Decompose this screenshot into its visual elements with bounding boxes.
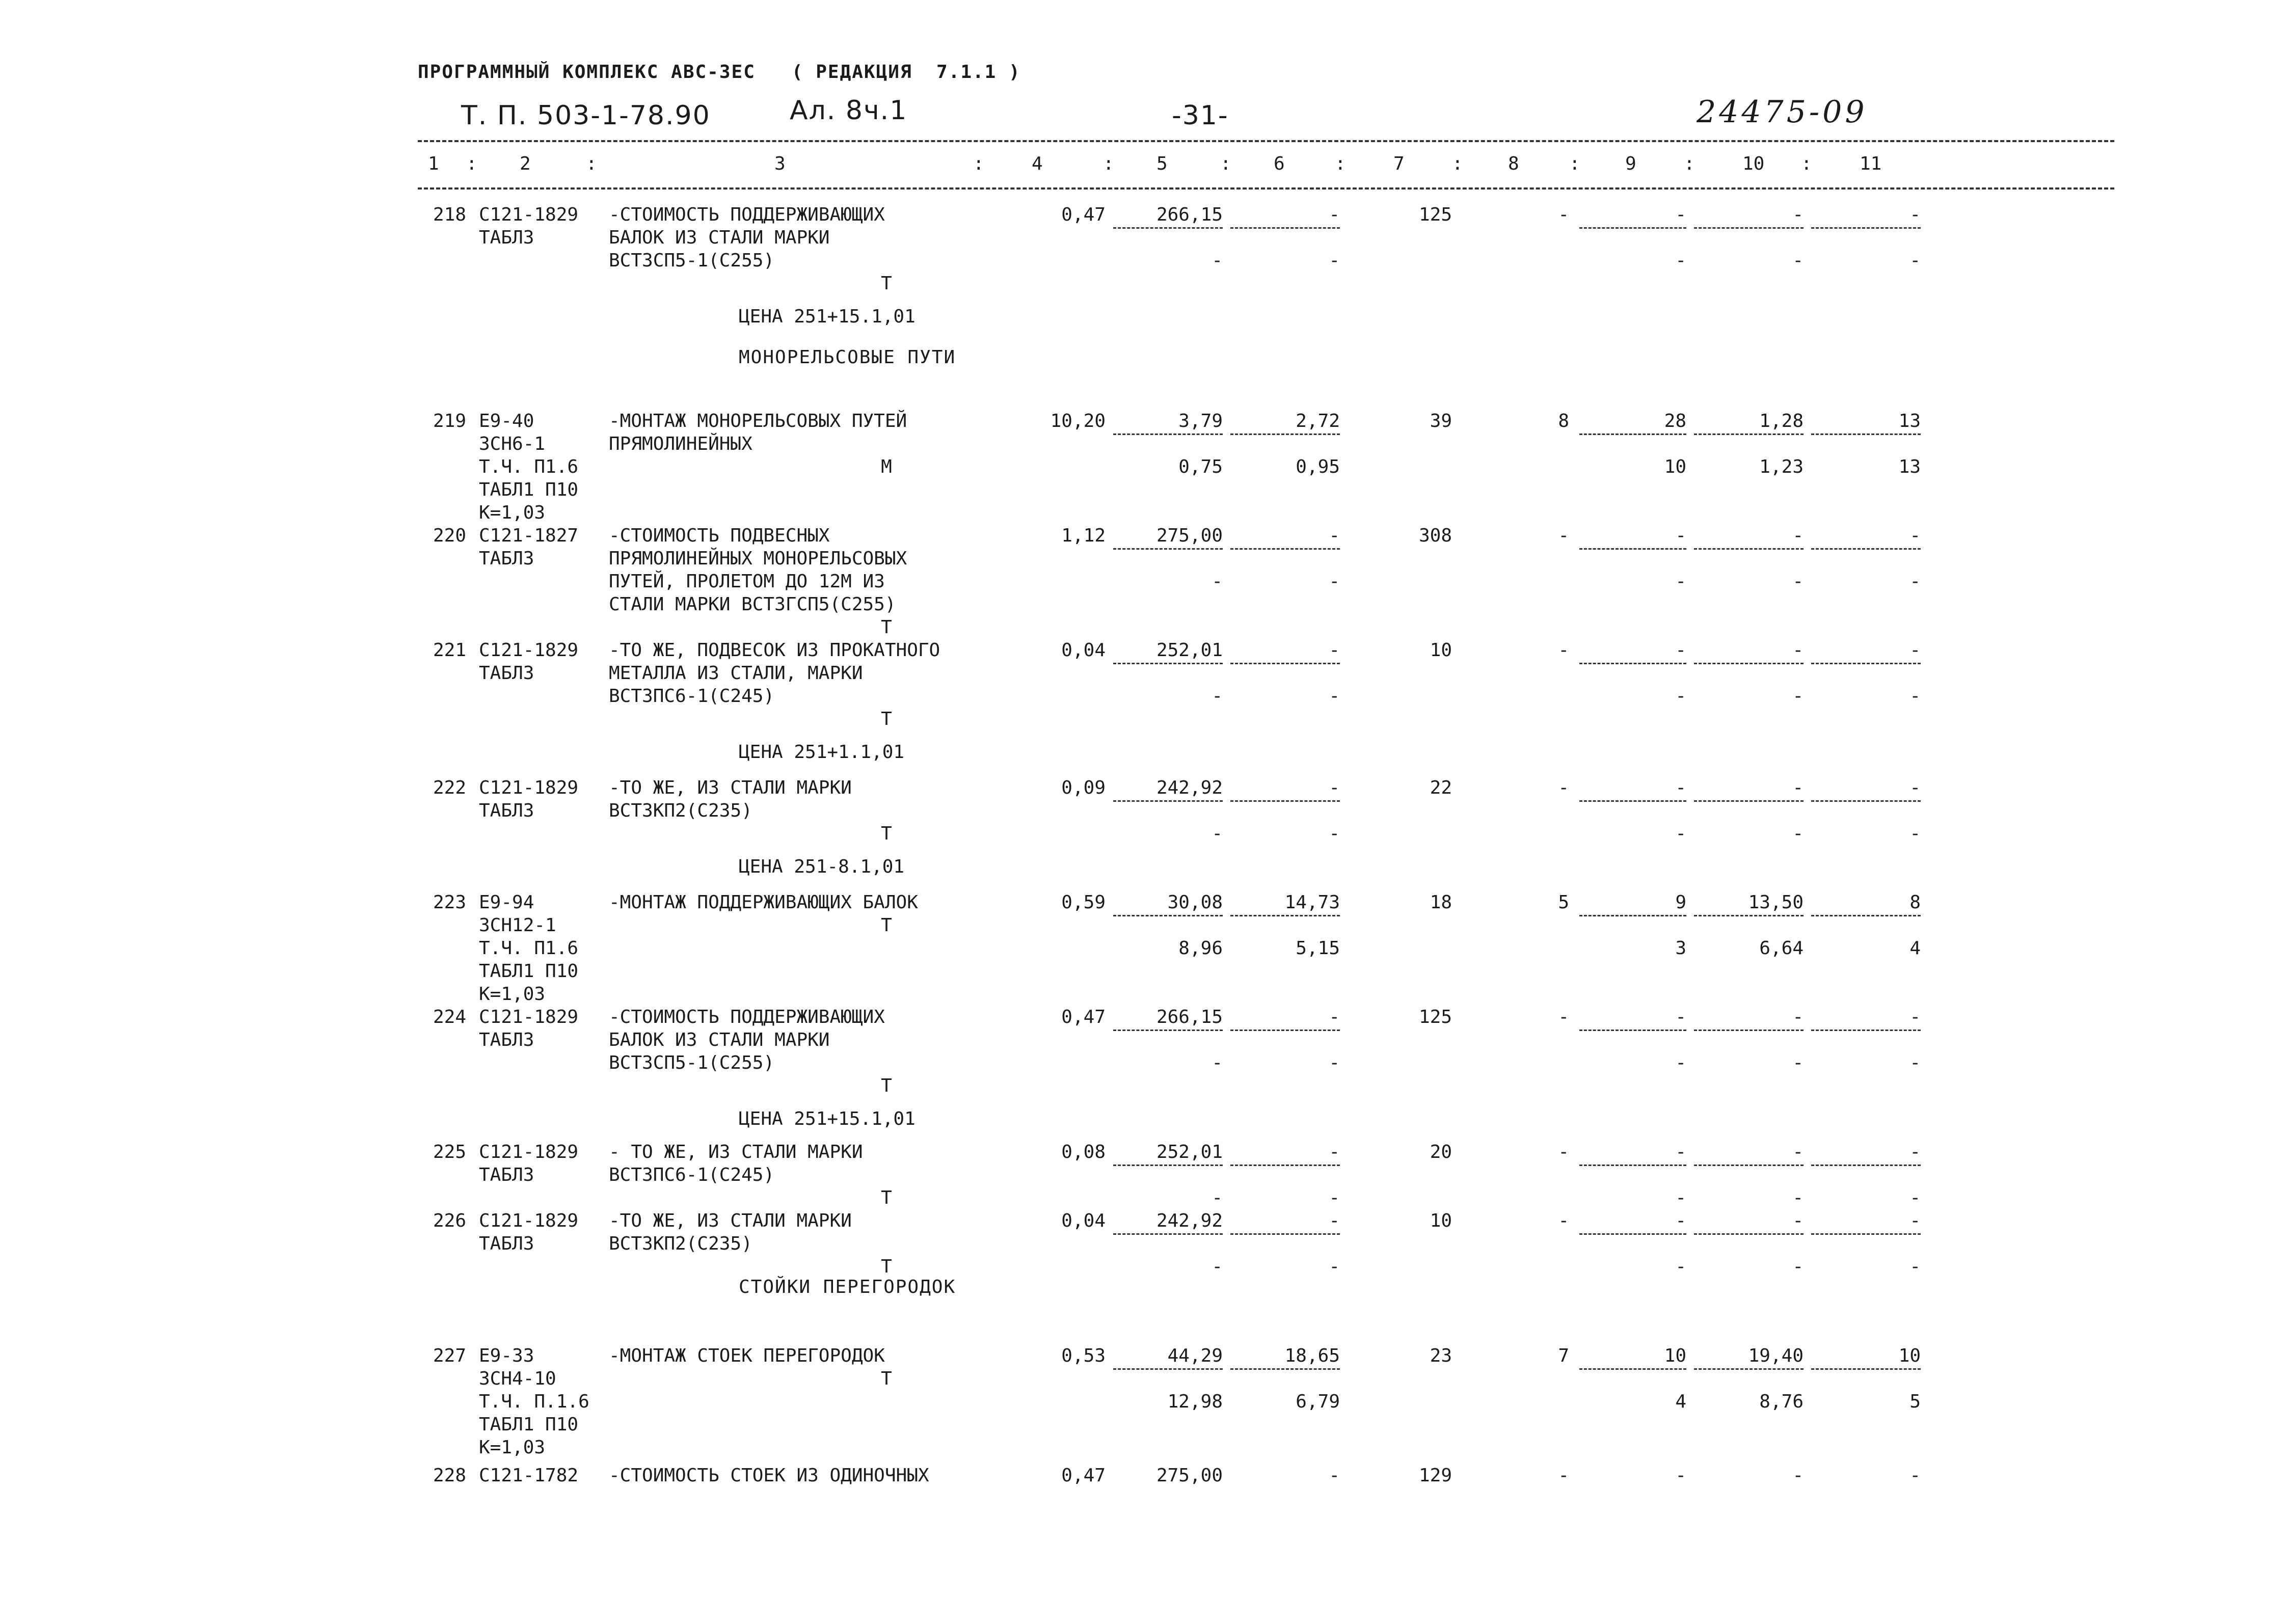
rate-code: Т.Ч. П.1.6 (479, 1391, 589, 1412)
value-c6: 14,73 (1284, 892, 1340, 913)
work-description: ВСТ3ПС6-1(С245) (609, 1165, 775, 1185)
unit-of-measure: Т (881, 709, 892, 729)
row-number: 227 (433, 1345, 466, 1366)
value-c9: - (1675, 1142, 1686, 1162)
work-description: ВСТ3КП2(С235) (609, 800, 752, 821)
rate-code: ТАБЛ3 (479, 227, 534, 248)
dashed-separator (1230, 1165, 1340, 1166)
row-number: 225 (433, 1142, 466, 1162)
value-c8: - (1558, 1210, 1569, 1231)
sub-value-c5: - (1212, 1187, 1223, 1208)
value-c8: - (1558, 204, 1569, 225)
column-header-7: 7 (1393, 153, 1405, 174)
value-c5: 44,29 (1167, 1345, 1223, 1366)
dashed-separator (1811, 663, 1921, 664)
price-note: ЦЕНА 251+1.1,01 (739, 742, 905, 763)
value-c10: - (1792, 525, 1804, 546)
rate-code: С121-1782 (479, 1465, 579, 1486)
dashed-separator (1113, 663, 1223, 664)
dashed-separator (1579, 663, 1686, 664)
header-rule-top (418, 140, 2114, 142)
value-c9: - (1675, 1210, 1686, 1231)
value-c4: 10,20 (1050, 411, 1106, 431)
row-number: 221 (433, 640, 466, 661)
column-header-2: 2 (520, 153, 531, 174)
dashed-separator (1113, 1030, 1223, 1031)
price-note: ЦЕНА 251+15.1,01 (739, 306, 916, 327)
value-c4: 0,04 (1061, 1210, 1106, 1231)
sub-value-c10: - (1792, 1052, 1804, 1073)
value-c6: - (1329, 525, 1340, 546)
value-c4: 0,47 (1061, 1007, 1106, 1027)
sub-value-c11: - (1909, 571, 1921, 592)
value-c10: 19,40 (1748, 1345, 1804, 1366)
value-c7: 125 (1418, 204, 1452, 225)
rate-code: ТАБЛ3 (479, 548, 534, 569)
value-c6: - (1329, 777, 1340, 798)
work-description: БАЛОК ИЗ СТАЛИ МАРКИ (609, 1030, 830, 1050)
work-description: -ТО ЖЕ, ПОДВЕСОК ИЗ ПРОКАТНОГО (609, 640, 940, 661)
work-description: -МОНТАЖ МОНОРЕЛЬСОВЫХ ПУТЕЙ (609, 411, 907, 431)
sub-value-c6: - (1329, 1187, 1340, 1208)
column-separator: : (586, 153, 597, 174)
column-separator: : (1801, 153, 1812, 174)
rate-code: ТАБЛ3 (479, 663, 534, 684)
sub-value-c9: - (1675, 1052, 1686, 1073)
work-description: БАЛОК ИЗ СТАЛИ МАРКИ (609, 227, 830, 248)
work-description: ВСТ3СП5-1(С255) (609, 1052, 775, 1073)
column-header-11: 11 (1860, 153, 1882, 174)
sub-value-c10: - (1792, 1256, 1804, 1277)
unit-of-measure: Т (881, 1187, 892, 1208)
dashed-separator (1113, 1233, 1223, 1235)
column-header-8: 8 (1508, 153, 1519, 174)
work-description: ВСТ3СП5-1(С255) (609, 250, 775, 271)
sub-value-c11: 5 (1909, 1391, 1921, 1412)
work-description: -ТО ЖЕ, ИЗ СТАЛИ МАРКИ (609, 1210, 852, 1231)
price-note: ЦЕНА 251-8.1,01 (739, 856, 905, 877)
rate-code: ЗСН12-1 (479, 915, 556, 936)
value-c7: 125 (1418, 1007, 1452, 1027)
sub-value-c11: 13 (1898, 456, 1921, 477)
rate-code: ЗСН6-1 (479, 434, 546, 454)
dashed-separator (1811, 434, 1921, 435)
value-c8: 8 (1558, 411, 1569, 431)
dashed-separator (1230, 1233, 1340, 1235)
value-c5: 266,15 (1156, 1007, 1223, 1027)
value-c10: - (1792, 1007, 1804, 1027)
column-separator: : (1220, 153, 1231, 174)
sub-value-c5: - (1212, 1052, 1223, 1073)
sub-value-c9: - (1675, 571, 1686, 592)
dashed-separator (1694, 663, 1804, 664)
sub-value-c6: - (1329, 686, 1340, 707)
sub-value-c11: - (1909, 686, 1921, 707)
value-c11: - (1909, 777, 1921, 798)
sub-value-c5: 0,75 (1178, 456, 1223, 477)
rate-code: Е9-40 (479, 411, 534, 431)
value-c7: 23 (1430, 1345, 1452, 1366)
value-c8: - (1558, 525, 1569, 546)
column-separator: : (1684, 153, 1695, 174)
header-rule-bottom (418, 187, 2114, 190)
sub-value-c9: 10 (1664, 456, 1686, 477)
value-c10: 13,50 (1748, 892, 1804, 913)
value-c4: 0,08 (1061, 1142, 1106, 1162)
rate-code: К=1,03 (479, 984, 546, 1005)
dashed-separator (1113, 434, 1223, 435)
dashed-separator (1579, 1368, 1686, 1370)
work-description: -СТОИМОСТЬ СТОЕК ИЗ ОДИНОЧНЫХ (609, 1465, 929, 1486)
value-c6: - (1329, 1142, 1340, 1162)
sub-value-c5: - (1212, 686, 1223, 707)
rate-code: ТАБЛ1 П10 (479, 1414, 579, 1435)
sub-value-c11: - (1909, 1256, 1921, 1277)
value-c6: - (1329, 1465, 1340, 1486)
sub-value-c9: - (1675, 1256, 1686, 1277)
dashed-separator (1113, 1165, 1223, 1166)
value-c6: - (1329, 1007, 1340, 1027)
work-description: - ТО ЖЕ, ИЗ СТАЛИ МАРКИ (609, 1142, 863, 1162)
column-separator: : (1335, 153, 1346, 174)
dashed-separator (1694, 1165, 1804, 1166)
row-number: 228 (433, 1465, 466, 1486)
sub-value-c6: - (1329, 571, 1340, 592)
unit-of-measure: М (881, 456, 892, 477)
rate-code: ТАБЛ3 (479, 800, 534, 821)
rate-code: ЗСН4-10 (479, 1368, 556, 1389)
inventory-number: 24475-09 (1697, 94, 1868, 130)
value-c10: - (1792, 777, 1804, 798)
column-header-3: 3 (774, 153, 786, 174)
value-c11: - (1909, 640, 1921, 661)
value-c11: 10 (1898, 1345, 1921, 1366)
rate-code: К=1,03 (479, 1437, 546, 1458)
sub-value-c9: - (1675, 823, 1686, 844)
dashed-separator (1113, 915, 1223, 916)
dashed-separator (1230, 915, 1340, 916)
column-separator: : (1569, 153, 1580, 174)
rate-code: С121-1827 (479, 525, 579, 546)
work-description: ПРЯМОЛИНЕЙНЫХ МОНОРЕЛЬСОВЫХ (609, 548, 907, 569)
value-c10: - (1792, 1142, 1804, 1162)
value-c9: - (1675, 525, 1686, 546)
column-header-9: 9 (1625, 153, 1636, 174)
value-c9: 9 (1675, 892, 1686, 913)
sub-value-c6: - (1329, 250, 1340, 271)
work-description: ВСТ3КП2(С235) (609, 1233, 752, 1254)
sub-value-c5: 12,98 (1167, 1391, 1223, 1412)
dashed-separator (1694, 915, 1804, 916)
album-number: Ал. 8ч.1 (790, 95, 908, 126)
sub-value-c9: - (1675, 250, 1686, 271)
value-c7: 308 (1418, 525, 1452, 546)
value-c5: 30,08 (1167, 892, 1223, 913)
value-c7: 22 (1430, 777, 1452, 798)
dashed-separator (1579, 800, 1686, 802)
sub-value-c9: - (1675, 686, 1686, 707)
dashed-separator (1811, 548, 1921, 550)
sub-value-c5: - (1212, 823, 1223, 844)
sub-value-c11: - (1909, 250, 1921, 271)
dashed-separator (1579, 1165, 1686, 1166)
dashed-separator (1811, 800, 1921, 802)
dashed-separator (1579, 915, 1686, 916)
value-c11: - (1909, 204, 1921, 225)
value-c9: - (1675, 204, 1686, 225)
sub-value-c6: 5,15 (1296, 938, 1340, 959)
dashed-separator (1811, 915, 1921, 916)
sub-value-c6: - (1329, 1256, 1340, 1277)
value-c8: 7 (1558, 1345, 1569, 1366)
sub-value-c10: - (1792, 571, 1804, 592)
value-c6: - (1329, 204, 1340, 225)
dashed-separator (1113, 1368, 1223, 1370)
value-c7: 129 (1418, 1465, 1452, 1486)
work-description: -СТОИМОСТЬ ПОДДЕРЖИВАЮЩИХ (609, 1007, 885, 1027)
dashed-separator (1230, 227, 1340, 229)
sub-value-c5: - (1212, 1256, 1223, 1277)
value-c4: 0,47 (1061, 204, 1106, 225)
value-c10: - (1792, 1210, 1804, 1231)
sub-value-c6: - (1329, 823, 1340, 844)
value-c10: - (1792, 204, 1804, 225)
sub-value-c11: 4 (1909, 938, 1921, 959)
value-c9: - (1675, 1007, 1686, 1027)
value-c7: 20 (1430, 1142, 1452, 1162)
rate-code: С121-1829 (479, 1142, 579, 1162)
column-header-5: 5 (1156, 153, 1168, 174)
value-c9: - (1675, 640, 1686, 661)
sub-value-c9: - (1675, 1187, 1686, 1208)
dashed-separator (1230, 1030, 1340, 1031)
rate-code: ТАБЛ3 (479, 1165, 534, 1185)
program-header: ПРОГРАММНЫЙ КОМПЛЕКС АВС-ЗЕС ( РЕДАКЦИЯ 7.1.1 ) (418, 62, 1021, 83)
unit-of-measure: Т (881, 823, 892, 844)
dashed-separator (1811, 1233, 1921, 1235)
value-c5: 252,01 (1156, 1142, 1223, 1162)
dashed-separator (1694, 548, 1804, 550)
value-c9: - (1675, 1465, 1686, 1486)
value-c6: - (1329, 1210, 1340, 1231)
value-c8: - (1558, 640, 1569, 661)
rate-code: Е9-94 (479, 892, 534, 913)
work-description: -СТОИМОСТЬ ПОДВЕСНЫХ (609, 525, 830, 546)
dashed-separator (1113, 548, 1223, 550)
work-description: -СТОИМОСТЬ ПОДДЕРЖИВАЮЩИХ (609, 204, 885, 225)
rate-code: ТАБЛ1 П10 (479, 961, 579, 982)
sub-value-c10: - (1792, 1187, 1804, 1208)
sub-value-c6: 0,95 (1296, 456, 1340, 477)
dashed-separator (1694, 1368, 1804, 1370)
rate-code: ТАБЛ1 П10 (479, 479, 579, 500)
value-c6: 18,65 (1284, 1345, 1340, 1366)
work-description: -МОНТАЖ ПОДДЕРЖИВАЮЩИХ БАЛОК (609, 892, 918, 913)
row-number: 220 (433, 525, 466, 546)
dashed-separator (1694, 800, 1804, 802)
value-c8: - (1558, 1465, 1569, 1486)
value-c5: 3,79 (1178, 411, 1223, 431)
column-header-10: 10 (1742, 153, 1765, 174)
unit-of-measure: Т (881, 915, 892, 936)
sub-value-c10: 8,76 (1759, 1391, 1804, 1412)
sub-value-c11: - (1909, 1052, 1921, 1073)
value-c4: 0,09 (1061, 777, 1106, 798)
row-number: 224 (433, 1007, 466, 1027)
value-c11: - (1909, 1142, 1921, 1162)
rate-code: С121-1829 (479, 204, 579, 225)
work-description: -МОНТАЖ СТОЕК ПЕРЕГОРОДОК (609, 1345, 885, 1366)
sub-value-c6: 6,79 (1296, 1391, 1340, 1412)
value-c8: - (1558, 1142, 1569, 1162)
value-c4: 0,59 (1061, 892, 1106, 913)
sub-value-c11: - (1909, 1187, 1921, 1208)
sub-value-c5: - (1212, 250, 1223, 271)
page-number: -31- (1172, 100, 1229, 131)
dashed-separator (1694, 1030, 1804, 1031)
column-separator: : (1103, 153, 1114, 174)
column-header-4: 4 (1032, 153, 1043, 174)
unit-of-measure: Т (881, 273, 892, 294)
value-c5: 275,00 (1156, 1465, 1223, 1486)
value-c11: 8 (1909, 892, 1921, 913)
dashed-separator (1694, 1233, 1804, 1235)
column-header-6: 6 (1274, 153, 1285, 174)
dashed-separator (1113, 800, 1223, 802)
row-number: 219 (433, 411, 466, 431)
row-number: 223 (433, 892, 466, 913)
value-c8: 5 (1558, 892, 1569, 913)
value-c5: 275,00 (1156, 525, 1223, 546)
value-c11: - (1909, 1210, 1921, 1231)
value-c5: 242,92 (1156, 1210, 1223, 1231)
value-c4: 0,53 (1061, 1345, 1106, 1366)
dashed-separator (1230, 1368, 1340, 1370)
rate-code: Е9-33 (479, 1345, 534, 1366)
value-c5: 266,15 (1156, 204, 1223, 225)
dashed-separator (1579, 548, 1686, 550)
rate-code: С121-1829 (479, 1210, 579, 1231)
column-separator: : (1452, 153, 1463, 174)
dashed-separator (1230, 434, 1340, 435)
rate-code: ТАБЛ3 (479, 1030, 534, 1050)
value-c7: 10 (1430, 1210, 1452, 1231)
value-c7: 39 (1430, 411, 1452, 431)
work-description: ПРЯМОЛИНЕЙНЫХ (609, 434, 752, 454)
value-c6: - (1329, 640, 1340, 661)
work-description: СТАЛИ МАРКИ ВСТ3ГСП5(С255) (609, 594, 896, 615)
sub-value-c10: - (1792, 686, 1804, 707)
dashed-separator (1230, 800, 1340, 802)
unit-of-measure: Т (881, 617, 892, 638)
dashed-separator (1230, 548, 1340, 550)
dashed-separator (1694, 227, 1804, 229)
row-number: 226 (433, 1210, 466, 1231)
value-c6: 2,72 (1296, 411, 1340, 431)
dashed-separator (1579, 434, 1686, 435)
unit-of-measure: Т (881, 1075, 892, 1096)
sub-value-c5: - (1212, 571, 1223, 592)
sub-value-c11: - (1909, 823, 1921, 844)
rate-code: Т.Ч. П1.6 (479, 938, 579, 959)
work-description: ПУТЕЙ, ПРОЛЕТОМ ДО 12М ИЗ (609, 571, 885, 592)
work-description: МЕТАЛЛА ИЗ СТАЛИ, МАРКИ (609, 663, 863, 684)
value-c8: - (1558, 777, 1569, 798)
dashed-separator (1579, 227, 1686, 229)
value-c4: 0,47 (1061, 1465, 1106, 1486)
value-c9: 10 (1664, 1345, 1686, 1366)
value-c10: - (1792, 1465, 1804, 1486)
value-c11: - (1909, 1007, 1921, 1027)
value-c11: - (1909, 1465, 1921, 1486)
work-description: -ТО ЖЕ, ИЗ СТАЛИ МАРКИ (609, 777, 852, 798)
rate-code: ТАБЛ3 (479, 1233, 534, 1254)
dashed-separator (1113, 227, 1223, 229)
section-title: СТОЙКИ ПЕРЕГОРОДОК (739, 1277, 956, 1297)
dashed-separator (1230, 663, 1340, 664)
sub-value-c9: 3 (1675, 938, 1686, 959)
dashed-separator (1811, 1165, 1921, 1166)
sub-value-c5: 8,96 (1178, 938, 1223, 959)
price-note: ЦЕНА 251+15.1,01 (739, 1108, 916, 1129)
row-number: 222 (433, 777, 466, 798)
rate-code: С121-1829 (479, 1007, 579, 1027)
unit-of-measure: Т (881, 1256, 892, 1277)
value-c10: 1,28 (1759, 411, 1804, 431)
sub-value-c6: - (1329, 1052, 1340, 1073)
rate-code: Т.Ч. П1.6 (479, 456, 579, 477)
dashed-separator (1811, 1030, 1921, 1031)
section-title: МОНОРЕЛЬСОВЫЕ ПУТИ (739, 347, 956, 368)
sub-value-c9: 4 (1675, 1391, 1686, 1412)
sub-value-c10: 1,23 (1759, 456, 1804, 477)
row-number: 218 (433, 204, 466, 225)
column-header-1: 1 (428, 153, 439, 174)
value-c11: - (1909, 525, 1921, 546)
value-c4: 0,04 (1061, 640, 1106, 661)
column-separator: : (466, 153, 477, 174)
value-c4: 1,12 (1061, 525, 1106, 546)
rate-code: К=1,03 (479, 502, 546, 523)
value-c10: - (1792, 640, 1804, 661)
value-c5: 252,01 (1156, 640, 1223, 661)
value-c11: 13 (1898, 411, 1921, 431)
dashed-separator (1811, 1368, 1921, 1370)
sub-value-c10: - (1792, 250, 1804, 271)
rate-code: С121-1829 (479, 777, 579, 798)
value-c8: - (1558, 1007, 1569, 1027)
rate-code: С121-1829 (479, 640, 579, 661)
unit-of-measure: Т (881, 1368, 892, 1389)
sub-value-c10: - (1792, 823, 1804, 844)
dashed-separator (1579, 1233, 1686, 1235)
value-c7: 10 (1430, 640, 1452, 661)
work-description: ВСТ3ПС6-1(С245) (609, 686, 775, 707)
value-c7: 18 (1430, 892, 1452, 913)
sub-value-c10: 6,64 (1759, 938, 1804, 959)
value-c5: 242,92 (1156, 777, 1223, 798)
project-code: Т. П. 503-1-78.90 (461, 100, 711, 131)
dashed-separator (1579, 1030, 1686, 1031)
value-c9: - (1675, 777, 1686, 798)
column-separator: : (973, 153, 984, 174)
value-c9: 28 (1664, 411, 1686, 431)
dashed-separator (1694, 434, 1804, 435)
dashed-separator (1811, 227, 1921, 229)
